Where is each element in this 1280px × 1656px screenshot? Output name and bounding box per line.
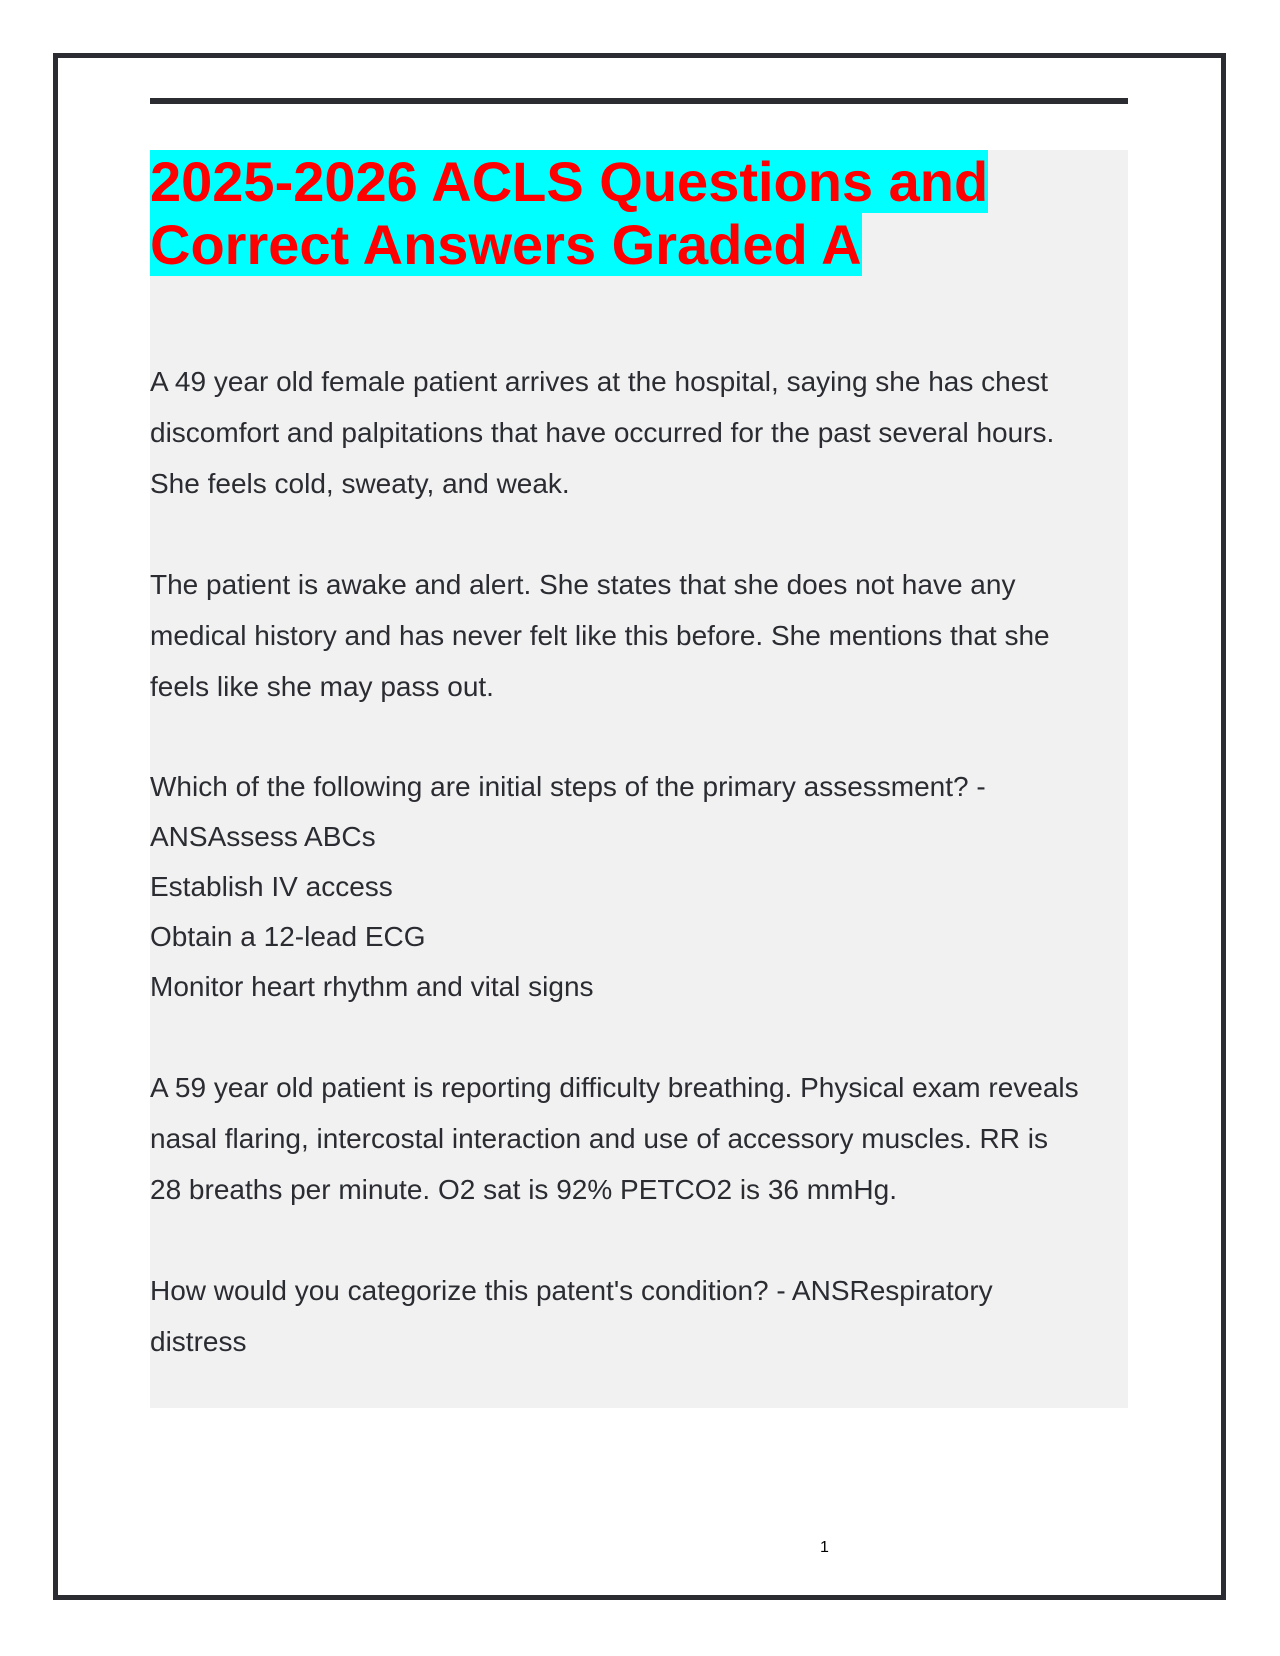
- answer-line: Establish IV access: [150, 871, 393, 902]
- text-line: She feels cold, sweaty, and weak.: [150, 468, 570, 499]
- answer-line: distress: [150, 1326, 247, 1357]
- paragraph-respiratory-case: [150, 1062, 1135, 1215]
- paragraph-patient-presentation: [150, 356, 1135, 509]
- text-line: Which of the following are initial steps of the primary assessment? -: [150, 771, 986, 802]
- text-line: 28 breaths per minute. O2 sat is 92% PETCO2 is 36 mmHg.: [150, 1174, 897, 1205]
- text-line: medical history and has never felt like this before. She mentions that she: [150, 620, 1050, 651]
- text-line: The patient is awake and alert. She states that she does not have any: [150, 569, 1016, 600]
- paragraph-question-categorize: [150, 1265, 1135, 1367]
- title-line-2: Correct Answers Graded A: [150, 213, 862, 276]
- paragraph-question-primary-assessment: [150, 762, 1135, 1012]
- answer-line: ANSAssess ABCs: [150, 821, 376, 852]
- answer-line: Obtain a 12-lead ECG: [150, 921, 426, 952]
- answer-line: Monitor heart rhythm and vital signs: [150, 971, 594, 1002]
- text-line: feels like she may pass out.: [150, 671, 494, 702]
- title-line-1: 2025-2026 ACLS Questions and: [150, 150, 989, 213]
- page-number: 1: [820, 1539, 829, 1556]
- text-line: How would you categorize this patent's condition? - ANSRespiratory: [150, 1275, 993, 1306]
- top-rule: [150, 98, 1128, 104]
- text-line: A 49 year old female patient arrives at the hospital, saying she has chest: [150, 366, 1049, 397]
- text-line: discomfort and palpitations that have occurred for the past several hours.: [150, 417, 1055, 448]
- paragraph-patient-status: [150, 559, 1135, 712]
- text-line: A 59 year old patient is reporting difficulty breathing. Physical exam reveals: [150, 1072, 1079, 1103]
- document-body: [150, 356, 1135, 1417]
- text-line: nasal flaring, intercostal interaction and use of accessory muscles. RR is: [150, 1123, 1048, 1154]
- document-title: [150, 150, 988, 276]
